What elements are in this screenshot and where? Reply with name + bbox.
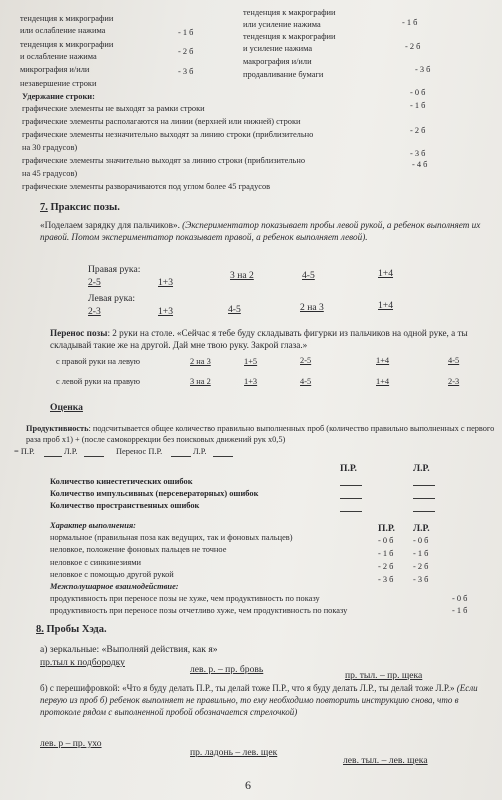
right-hand-item-1: 1+3 (158, 277, 174, 288)
line-keeping-item-5: на 45 градусов) (22, 169, 78, 178)
left-hand-label: Левая рука: (88, 293, 136, 304)
line-keeping-score-1: - 1 б (410, 101, 426, 110)
error-count-1-pr-blank (340, 498, 362, 499)
right-hand-label: Правая рука: (88, 264, 141, 275)
interhemispheric-row-0-score: - 0 б (452, 594, 468, 603)
character-col-pr: П.Р. (378, 523, 395, 534)
interhemispheric-row-0: продуктивность при переносе позы не хуже, чем продуктивность по показу (50, 594, 320, 603)
tendency-left-label-0: тенденция к микрографии (20, 14, 114, 23)
left-hand-item-0: 2-3 (88, 306, 101, 317)
character-row-0: нормальное (правильная поза как ведущих, так и фоновых пальцев) (50, 533, 293, 542)
line-keeping-item-0: графические элементы не выходят за рамки строки (22, 104, 205, 113)
formula-pr-blank (44, 456, 62, 457)
character-row-0-pr: - 0 б (378, 536, 394, 545)
error-count-2-pr-blank (340, 511, 362, 512)
transfer-row-1-item-4: 2-3 (448, 377, 460, 386)
transfer-row-1-item-1: 1+3 (244, 377, 258, 386)
right-hand-item-4: 1+4 (378, 268, 394, 279)
error-col-lr: Л.Р. (413, 463, 430, 474)
tendency-left-score-3: - 2 б (178, 47, 194, 56)
line-keeping-item-4: графические элементы значительно выходят за линию строки (приблизительно (22, 156, 306, 165)
transfer-row-1-label: с левой руки на правую (56, 377, 141, 386)
transfer-row-0-item-2: 2-5 (300, 356, 312, 365)
transfer-label: Перенос позы (50, 328, 108, 338)
reencode-text-b: (Если первую из проб б) ребенок выполняет не правильно, то ему необходимо повторить инструкцию снова, что в протоколе рядом с выполненной пробой обозначается стрелочкой) (40, 683, 478, 717)
transfer-row-0-item-0: 2 на 3 (190, 357, 211, 366)
line-keeping-item-6: графические элементы разворачиваются под углом более 45 градусов (22, 182, 271, 191)
formula-pr-label: = П.Р. (14, 447, 35, 456)
mirror-label: а) зеркальные: «Выполняй действия, как я» (40, 644, 218, 655)
tendency-left-label-4: микрография и/или (20, 65, 90, 74)
line-keeping-score-0: - 0 б (410, 88, 426, 97)
reencode-item-1: пр. ладонь – лев. щек (190, 747, 278, 758)
transfer-row-0-item-3: 1+4 (376, 356, 390, 365)
line-keeping-item-3: на 30 градусов) (22, 143, 78, 152)
formula-transfer-lr-label: Л.Р. (193, 447, 207, 456)
formula-transfer-lr-blank (213, 456, 233, 457)
interhemispheric-row-1: продуктивность при переносе позы отчетливо хуже, чем продуктивность по показу (50, 606, 348, 615)
error-count-0-lr-blank (413, 485, 435, 486)
evaluation-title: Оценка (50, 402, 83, 413)
tendency-right-score-5: - 3 б (415, 65, 431, 74)
character-col-lr: Л.Р. (413, 523, 430, 534)
section-7-heading (40, 202, 120, 213)
line-keeping-score-3: - 2 б (410, 126, 426, 135)
tendency-right-label-0: тенденция к макрографии (243, 8, 336, 17)
transfer-row-1-item-0: 3 на 2 (190, 377, 211, 386)
tendency-left-label-3: и ослабление нажима (20, 52, 97, 61)
error-count-1-lr-blank (413, 498, 435, 499)
transfer-row-0-item-4: 4-5 (448, 356, 460, 365)
formula-transfer-label: Перенос П.Р. (116, 447, 163, 456)
right-hand-item-3: 4-5 (302, 270, 315, 281)
character-row-3-lr: - 3 б (413, 575, 429, 584)
character-row-1-pr: - 1 б (378, 549, 394, 558)
tendency-right-score-3: - 2 б (405, 42, 421, 51)
tendency-right-score-1: - 1 б (402, 18, 418, 27)
left-hand-item-1: 1+3 (158, 306, 174, 317)
line-keeping-item-1: графические элементы располагаются на линии (верхней или нижней) строки (22, 117, 301, 126)
tendency-right-label-1: или усиление нажима (243, 20, 321, 29)
tendency-right-label-2: тенденция к макрографии (243, 32, 336, 41)
section-7-number: 7. (40, 202, 48, 213)
character-title: Характер выполнения: (50, 521, 136, 530)
tendency-left-score-4: - 3 б (178, 67, 194, 76)
section-8-title: Пробы Хэда. (46, 624, 107, 635)
interhemispheric-row-1-score: - 1 б (452, 606, 468, 615)
character-row-1: неловкое, положение фоновых пальцев не точное (50, 545, 227, 554)
reencode-item-2: лев. тыл. – лев. щека (343, 755, 428, 766)
tendency-left-label-5: незавершение строки (20, 79, 97, 88)
mirror-item-2: пр. тыл. – пр. щека (345, 670, 423, 681)
formula-transfer-blank (171, 456, 191, 457)
character-row-0-lr: - 0 б (413, 536, 429, 545)
left-hand-item-2: 4-5 (228, 304, 241, 315)
tendency-right-label-5: продавливание бумаги (243, 70, 324, 79)
mirror-item-0: пр.тыл к подбородку (40, 657, 125, 668)
page-number: 6 (245, 778, 251, 792)
transfer-row-1-item-3: 1+4 (376, 377, 390, 386)
character-row-3: неловкое с помощью другой рукой (50, 570, 174, 579)
error-count-1: Количество импульсивных (персевераторных) ошибок (50, 489, 259, 498)
transfer-row-0-item-1: 1+5 (244, 357, 258, 366)
character-row-2: неловкое с синкинезиями (50, 558, 142, 567)
character-row-1-lr: - 1 б (413, 549, 429, 558)
tendency-right-label-3: и усиление нажима (243, 44, 313, 53)
character-row-2-pr: - 2 б (378, 562, 394, 571)
formula-lr-blank (84, 456, 104, 457)
reencode-text-a: б) с перешифровкой: «Что я буду делать П.Р., ты делай тоже П.Р., что я буду делать Л.Р., ты делай тоже Л.Р.» (40, 683, 457, 693)
transfer-paragraph (50, 327, 490, 351)
right-hand-item-2: 3 на 2 (230, 270, 254, 281)
error-count-2: Количество пространственных ошибок (50, 501, 200, 510)
character-row-3-pr: - 3 б (378, 575, 394, 584)
right-hand-item-0: 2-5 (88, 277, 101, 288)
productivity-label: Продуктивность (26, 424, 89, 433)
section-7-title: Праксис позы. (50, 202, 120, 213)
productivity-paragraph (26, 423, 496, 445)
error-count-0: Количество кинестетических ошибок (50, 477, 193, 486)
tendency-right-label-4: макрография и/или (243, 57, 312, 66)
transfer-text: : 2 руки на столе. «Сейчас я тебе буду складывать фигурки из пальчиков на одной руке, а ты складывай такие же на другой. Дай мне твою руку. Закрой глаза.» (50, 328, 468, 350)
character-row-2-lr: - 2 б (413, 562, 429, 571)
mirror-item-1: лев. р. – пр. бровь (190, 664, 264, 675)
reencode-paragraph (40, 682, 492, 718)
tendency-left-score-1: - 1 б (178, 28, 194, 37)
transfer-row-1-item-2: 4-5 (300, 377, 312, 386)
section-8-heading (36, 624, 107, 635)
formula-lr-label: Л.Р. (64, 447, 78, 456)
interhemispheric-title: Межполушарное взаимодействие: (50, 582, 179, 591)
tendency-left-label-2: тенденция к микрографии (20, 40, 114, 49)
line-keeping-item-2: графические элементы незначительно выходят за линию строки (приблизительно (22, 130, 314, 139)
line-keeping-score-6: - 4 б (412, 160, 428, 169)
section-8-number: 8. (36, 624, 44, 635)
left-hand-item-3: 2 на 3 (300, 302, 324, 313)
transfer-row-0-label: с правой руки на левую (56, 357, 141, 366)
line-keeping-score-4: - 3 б (410, 149, 426, 158)
section-7-instruction (40, 219, 488, 243)
productivity-text: : подсчитывается общее количество правильно выполненных проб (количество правильно выполненных с первого раза проб х1) + (после самокоррекции без поисковых движений рук х0,5) (26, 424, 495, 444)
error-col-pr: П.Р. (340, 463, 357, 474)
reencode-item-0: лев. р – пр. ухо (40, 738, 102, 749)
section-7-instruction-note: (Экспериментатор показывает пробы левой рукой, а ребенок выполняет их правой. Потом экспериментатор показывает правой, а ребенок выполняет левой). (40, 220, 481, 242)
section-7-instruction-quote: «Поделаем зарядку для пальчиков». (40, 220, 183, 230)
tendency-left-label-1: или ослабление нажима (20, 26, 106, 35)
line-keeping-title: Удержание строки: (22, 92, 95, 101)
error-count-2-lr-blank (413, 511, 435, 512)
error-count-0-pr-blank (340, 485, 362, 486)
left-hand-item-4: 1+4 (378, 300, 394, 311)
